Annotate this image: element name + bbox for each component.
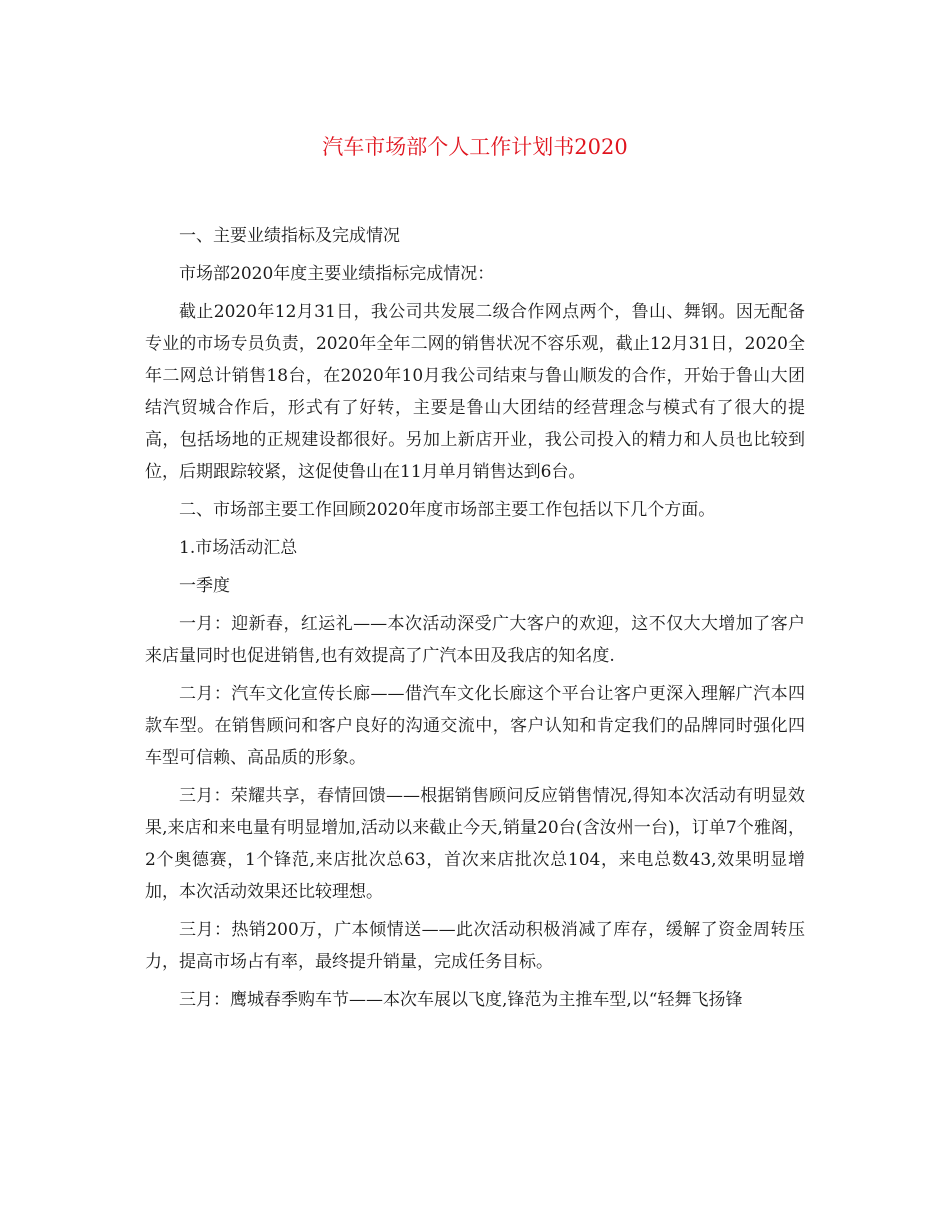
paragraph-q1-label: 一季度 (179, 576, 230, 596)
paragraph-march-2: 三月：热销200万，广本倾情送——此次活动积极消减了库存，缓解了资金周转压力，提高市场占有率，最终提升销量，完成任务目标。 (145, 920, 805, 972)
paragraph-march-3: 三月：鹰城春季购车节——本次车展以飞度,锋范为主推车型,以“轻舞飞扬锋 (179, 990, 743, 1010)
paragraph-section-2-heading: 二、市场部主要工作回顾2020年度市场部主要工作包括以下几个方面。 (179, 500, 716, 520)
paragraph-network-summary: 截止2020年12月31日，我公司共发展二级合作网点两个，鲁山、舞钢。因无配备专业的市场专员负责，2020年全年二网的销售状况不容乐观，截止12月31日，2020全年二网总计销售18台，在2020年10月我公司结束与鲁山顺发的合作，开始于鲁山大团结汽贸城合作后，形式有了好转，主要是鲁山大团结的经营理念与模式有了很大的提高，包括场地的正规建设都很好。另加上新店开业，我公司投入的精力和人员也比较到位，后期跟踪较紧，这促使鲁山在11月单月销售达到6台。 (145, 302, 805, 482)
paragraph-january: 一月：迎新春，红运礼——本次活动深受广大客户的欢迎，这不仅大大增加了客户来店量同时也促进销售,也有效提高了广汽本田及我店的知名度. (145, 614, 805, 666)
paragraph-kpi-intro: 市场部2020年度主要业绩指标完成情况： (179, 264, 495, 284)
document-body (145, 220, 805, 1022)
paragraph-section-1-heading: 一、主要业绩指标及完成情况 (179, 226, 400, 246)
paragraph-march-1: 三月：荣耀共享，春情回馈——根据销售顾问反应销售情况,得知本次活动有明显效果,来店和来电量有明显增加,活动以来截止今天,销量20台(含汝州一台)，订单7个雅阁，2个奥德赛，1个锋范,来店批次总63，首次来店批次总104，来电总数43,效果明显增加，本次活动效果还比较理想。 (145, 786, 805, 902)
paragraph-activity-summary: 1.市场活动汇总 (179, 538, 298, 558)
paragraph-february: 二月：汽车文化宣传长廊——借汽车文化长廊这个平台让客户更深入理解广汽本四款车型。在销售顾问和客户良好的沟通交流中，客户认知和肯定我们的品牌同时强化四车型可信赖、高品质的形象。 (145, 684, 805, 768)
document-title: 汽车市场部个人工作计划书2020 (322, 135, 628, 159)
